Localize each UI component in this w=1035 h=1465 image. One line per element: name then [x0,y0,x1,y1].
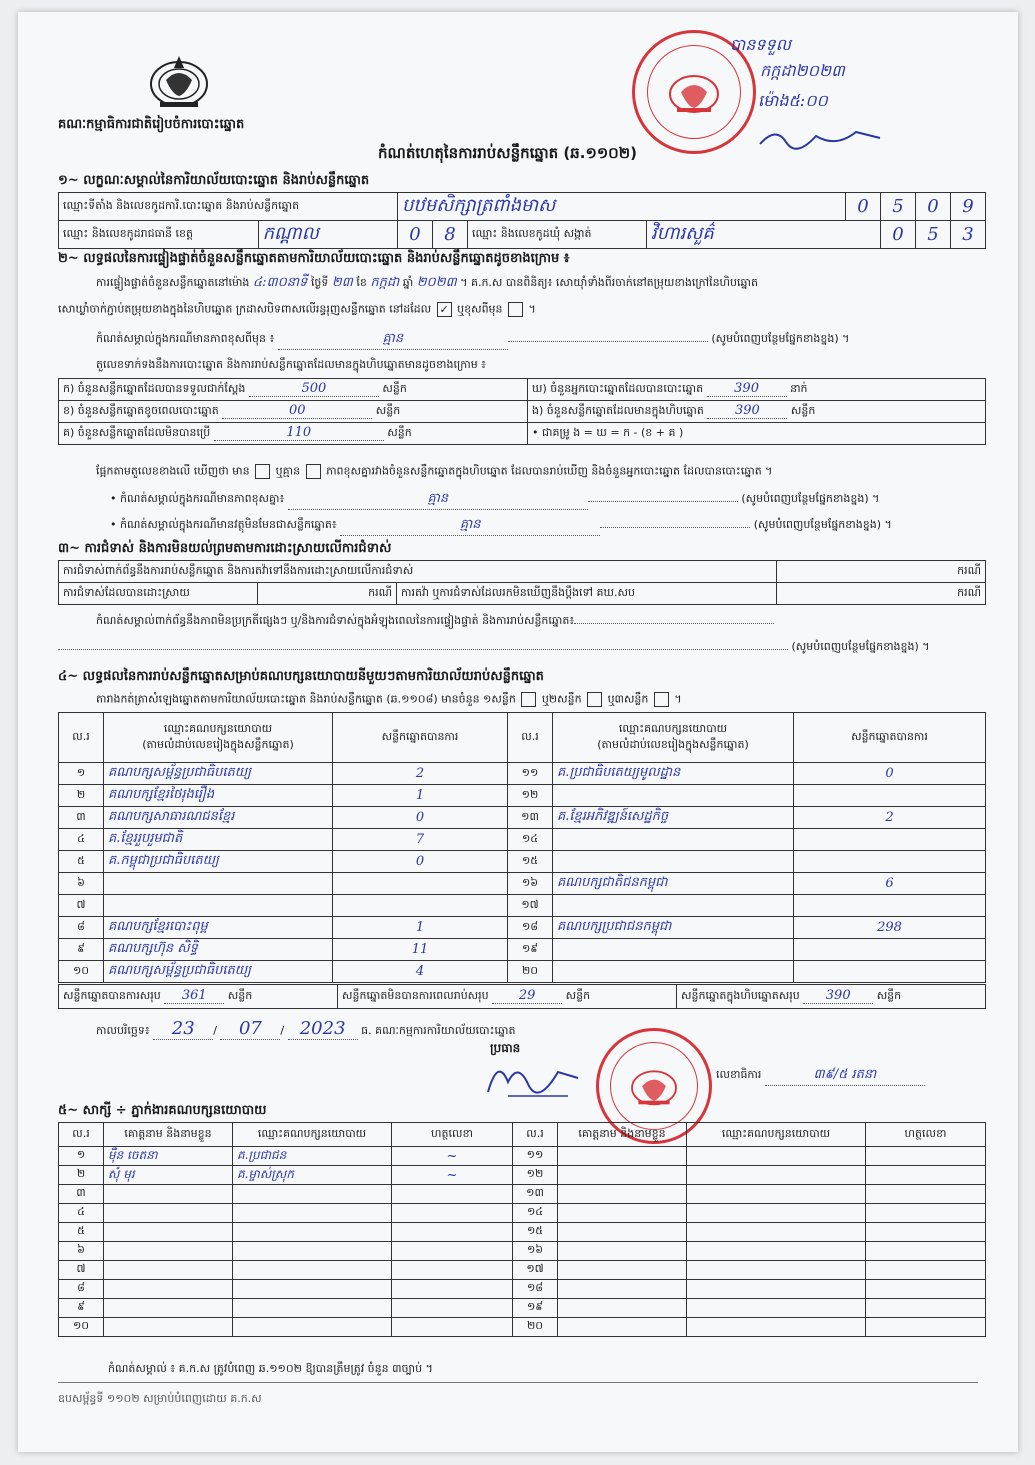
party-name [553,939,794,961]
witness-party [687,1223,866,1242]
witness-party [233,1318,392,1337]
irregularity-note: កំណត់សម្គាល់ពាក់ព័ន្ធនឹងភាពមិនប្រក្រតីផ្សេងៗ ឬ/និងការជំទាស់ក្នុងអំឡុងពេលនៃការផ្ទៀងផ្ទាត់ និងការរាប់សន្លឹកឆ្នោត៖ [96,614,986,630]
party-votes: 0 [333,807,508,829]
footer-divider [58,1382,978,1383]
col-no-right: ល.រ [508,713,553,763]
party-no: ១៣ [508,807,553,829]
one-sheet-checkbox[interactable] [521,692,536,707]
party-no: ១២ [508,785,553,807]
witness-signature [866,1185,986,1204]
witness-row [59,1166,986,1185]
party-votes [333,873,508,895]
witness-signature [392,1261,513,1280]
appeal-label: ការតវ៉ា ឬការជំទាស់ដែលរកមិនឃើញនឹងប្ដឹងទៅ គឃ.សប [397,583,777,605]
different-checkbox[interactable] [508,302,523,317]
formula-row: • ជាគម្រូ ង = ឃ = ក - (ខ + គ ) [528,423,986,445]
witness-party [233,1299,392,1318]
col-party-right: ឈ្មោះគណបក្សនយោបាយ (តាមលំដាប់លេខរៀងក្នុងសន្លឹកឆ្នោត) [553,713,794,763]
witness-no: ១៧ [513,1261,558,1280]
witness-party [687,1261,866,1280]
party-result-row [59,939,986,961]
party-no: ២០ [508,961,553,983]
witness-name [104,1261,233,1280]
witness-party [233,1242,392,1261]
party-no: ២ [59,785,104,807]
witness-row [59,1147,986,1166]
complaint-row: ការជំទាស់ពាក់ព័ន្ធនឹងការរាប់សន្លឹកឆ្នោត និងការតវ៉ាទៅនឹងការដោះស្រាយលើការជំទាស់ [59,561,777,583]
party-votes [794,961,986,983]
witness-row [59,1261,986,1280]
party-no: ១៥ [508,851,553,873]
party-no: ១០ [59,961,104,983]
section3-title: ៣~ ការជំទាស់ និងការមិនយល់ព្រមតាមការដោះស្រាយលើការជំទាស់ [58,541,392,556]
verification-line-1: ការផ្ទៀងផ្ទាត់ចំនួនសន្លឹកឆ្នោតនៅម៉ោង ៤:៣០នាទី ថ្ងៃទី ២៣ ខែ កក្កដា ឆ្នាំ ២០២៣ ។ គ.ក.ស បានពិនិត្យ៖ សោយ៉ាំទាំងពីរចាក់នៅតម្រុយខាងក្រៅនៃហិបឆ្នោត [96,275,758,290]
party-result-row [59,851,986,873]
witness-signature [866,1318,986,1337]
w-col-sign-left: ហត្ថលេខា [392,1123,513,1147]
witness-name [558,1204,687,1223]
witness-no: ៣ [59,1185,104,1204]
section5-title: ៥~ សាក្សី ÷ ភ្នាក់ងារគណបក្សនយោបាយ [58,1103,267,1118]
party-no: ១៩ [508,939,553,961]
form-title: កំណត់ហេតុនៃការរាប់សន្លឹកឆ្នោត (ឆ.១១០២) [378,144,638,162]
party-no: ១៤ [508,829,553,851]
station-code-digit: 5 [881,193,916,221]
witness-party: គ.ម្ចាស់ស្រុក [233,1166,392,1185]
resolved-complaint-label: ការជំទាស់ដែលបានដោះស្រាយ [59,583,258,605]
party-no: ១៦ [508,873,553,895]
witness-signature [392,1204,513,1223]
party-name: គណបក្សហ៊ុន សិទ្ធិ [104,939,333,961]
party-votes [794,829,986,851]
witness-row [59,1318,986,1337]
witness-party [233,1223,392,1242]
org-name: គណៈកម្មាធិការជាតិរៀបចំការបោះឆ្នោត [58,117,245,132]
witness-row [59,1299,986,1318]
party-result-row [59,785,986,807]
party-no: ៨ [59,917,104,939]
section4-title: ៤~ លទ្ធផលនៃការរាប់សន្លឹកឆ្នោតសម្រាប់គណបក្សនយោបាយនីមួយៗតាមការិយាល័យរាប់សន្លឹកឆ្នោត [58,669,544,684]
received-note-2: កក្កដា២០២៣ [760,61,845,80]
party-votes [333,895,508,917]
col-party-left: ឈ្មោះគណបក្សនយោបាយ (តាមលំដាប់លេខរៀងក្នុងសន្លឹកឆ្នោត) [104,713,333,763]
col-votes-left: សន្លឹកឆ្នោតបានការ [333,713,508,763]
commune-code-digit: 5 [916,221,951,249]
witness-no: ១៥ [513,1223,558,1242]
party-name: គ.ខ្មែររួបរួមជាតិ [104,829,333,851]
witness-no: ៨ [59,1280,104,1299]
party-result-row [59,873,986,895]
col-votes-right: សន្លឹកឆ្នោតបានការ [794,713,986,763]
party-votes: 4 [333,961,508,983]
received-signature [756,122,886,156]
appeal-unit: ករណី [777,583,986,605]
party-name: គណបក្សសម្ព័ន្ធប្រជាធិបតេយ្យ [104,763,333,785]
secretary-line: លេខាធិការ ៣៩/៥ រតនា [716,1066,925,1086]
party-name [553,785,794,807]
party-result-row [59,917,986,939]
witness-name [558,1299,687,1318]
witness-signature [866,1223,986,1242]
party-no: ១៨ [508,917,553,939]
irregularity-note-end: (សូមបំពេញបន្ថែមផ្នែកខាងខ្នង) ។ [58,640,986,656]
party-votes: 0 [794,763,986,785]
party-name [553,961,794,983]
witness-no: ២ [59,1166,104,1185]
commune-name: វិហារសួគ៌ [647,221,881,249]
witness-name [104,1185,233,1204]
chairman-label: ប្រធាន [490,1041,521,1055]
spoiled-ballots-row: ខ) ចំនួនសន្លឹកឆ្នោតខូចពេលបោះឆ្នោត 00 សន្លឹក [59,401,528,423]
invalid-total: សន្លឹកឆ្នោតមិនបានការពេលរាប់សរុប 29 សន្លឹក [338,985,677,1009]
commune-code-digit: 0 [881,221,916,249]
party-no: ១១ [508,763,553,785]
party-result-row [59,895,986,917]
w-col-party-right: ឈ្មោះគណបក្សនយោបាយ [687,1123,866,1147]
party-result-row [59,961,986,983]
witness-no: ៥ [59,1223,104,1242]
party-name [553,851,794,873]
ballot-figures-intro: តួលេខទាក់ទងនឹងការបោះឆ្នោត និងការរាប់សន្លឹកឆ្នោតដែលមានក្នុងហិបឆ្នោតមានដូចខាងក្រោម ៖ [96,358,487,371]
party-votes: 11 [333,939,508,961]
party-name: គ.ខ្មែរអភិវឌ្ឍន៍សេដ្ឋកិច្ច [553,807,794,829]
polling-station-name: បឋមសិក្សាត្រពាំងមាស [398,193,846,221]
party-no: ៦ [59,873,104,895]
witness-name [104,1280,233,1299]
station-code-digit: 0 [916,193,951,221]
party-name: គ.កម្ពុជាប្រជាធិបតេយ្យ [104,851,333,873]
witness-signature [392,1242,513,1261]
witness-no: ១៣ [513,1185,558,1204]
w-col-no-left: ល.រ [59,1123,104,1147]
witness-name [558,1185,687,1204]
footer-note-1: កំណត់សម្គាល់ ៖ គ.ក.ស ត្រូវបំពេញ ឆ.១១០២ ឱ្យបានត្រឹមត្រូវ ចំនួន ៣ច្បាប់ ។ [108,1362,433,1375]
commune-code-digit: 3 [951,221,986,249]
party-result-row [59,763,986,785]
difference-bullet: • កំណត់សម្គាល់ក្នុងករណីមានភាពខុសគ្នា៖ គ្មាន (សូមបំពេញបន្ថែមផ្នែកខាងខ្នង) ។ [110,490,986,510]
stamp-emblem-icon [665,68,723,116]
w-col-name-right: គោត្តនាម និងនាមខ្លួន [558,1123,687,1147]
party-votes [794,939,986,961]
section1-table [58,192,986,249]
witness-party [687,1299,866,1318]
party-name: គណបក្សសាធារណជនខ្មែរ [104,807,333,829]
verification-line-2: សោឃ្លាំចាក់ភ្ជាប់តម្រុយខាងក្នុងនៃហិបឆ្នោត ក្រដាសបិទពាសលើរន្ធរុញសន្លឹកឆ្នោត នៅដដែល ✓ ឬខុសពីមុន ។ [58,302,536,316]
witness-table [58,1122,986,1337]
party-result-row [59,829,986,851]
party-votes: 0 [333,851,508,873]
station-code-digit: 0 [846,193,881,221]
polling-station-label: ឈ្មោះទីតាំង និងលេខកូដការិ.បោះឆ្នោត និងរាប់សន្លឹកឆ្នោត [59,193,398,221]
witness-row [59,1242,986,1261]
witness-row [59,1204,986,1223]
witness-party [687,1185,866,1204]
party-no: ៣ [59,807,104,829]
witness-row [59,1223,986,1242]
two-sheet-checkbox[interactable] [587,692,602,707]
witness-signature [392,1299,513,1318]
witness-name [104,1204,233,1223]
party-name [104,895,333,917]
station-code-digit: 9 [951,193,986,221]
witness-no: ៧ [59,1261,104,1280]
witness-no: ១៦ [513,1242,558,1261]
stamp-emblem-icon [627,1064,681,1108]
witness-signature [866,1299,986,1318]
party-no: ១ [59,763,104,785]
date-line: កាលបរិច្ឆេទ៖ 23 / 07 / 2023 ធ. គណៈកម្មការការិយាល័យបោះឆ្នោត [96,1018,516,1039]
chairman-signature [478,1052,588,1106]
witness-name: សុំ មុរ [104,1166,233,1185]
witness-no: ១២ [513,1166,558,1185]
witness-signature [866,1147,986,1166]
witness-name [104,1299,233,1318]
witness-name [558,1280,687,1299]
received-note-1: បានទទួល [730,35,791,54]
witness-name [558,1223,687,1242]
witness-signature [866,1242,986,1261]
section3-table [58,560,986,605]
party-name [553,829,794,851]
party-votes: 6 [794,873,986,895]
received-ballots-row: ក) ចំនួនសន្លឹកឆ្នោតដែលបានទទួលជាក់ស្តែង 500 សន្លឹក [59,379,528,401]
witness-no: ១៨ [513,1280,558,1299]
party-results-table [58,712,986,983]
party-no: ៧ [59,895,104,917]
witness-signature: ~ [392,1147,513,1166]
section2-title: ២~ លទ្ធផលនៃការផ្ទៀងផ្ទាត់ចំនួនសន្លឹកឆ្នោតតាមការិយាល័យបោះឆ្នោត និងរាប់សន្លឹកឆ្នោតដូចខាងក្រោម ៖ [58,251,570,266]
party-name: គណបក្សប្រជាជនកម្ពុជា [553,917,794,939]
w-col-party-left: ឈ្មោះគណបក្សនយោបាយ [233,1123,392,1147]
party-votes [794,785,986,807]
emblem-icon [146,50,212,112]
witness-party [233,1261,392,1280]
party-votes: 2 [333,763,508,785]
witness-party [233,1204,392,1223]
commune-label: ឈ្មោះ និងលេខកូដឃុំ សង្កាត់ [468,221,647,249]
witness-name [558,1166,687,1185]
difference-note-line: កំណត់សម្គាល់ក្នុងករណីមានភាពខុសពីមុន ៖ គ្មាន (សូមបំពេញបន្ថែមផ្នែកខាងខ្នង) ។ [96,330,986,350]
party-name: គ.ប្រជាធិបតេយ្យមូលដ្ឋាន [553,763,794,785]
witness-party [687,1204,866,1223]
witness-no: ១០ [59,1318,104,1337]
resolved-complaint-unit: ករណី [258,583,397,605]
party-votes: 1 [333,785,508,807]
col-no-left: ល.រ [59,713,104,763]
witness-signature [392,1318,513,1337]
party-name: គណបក្សសម្ព័ន្ធប្រជាធិបតេយ្យ [104,961,333,983]
difference-check-line: ផ្អែកតាមតួលេខខាងលើ ឃើញថា មាន ឬគ្មាន ភាពខុសគ្នារវាងចំនួនសន្លឹកឆ្នោតក្នុងហិបឆ្នោត ដែលបានរាប់ឃើញ និងចំនួនអ្នកបោះឆ្នោត ដែលបានបោះឆ្នោត ។ [96,464,773,478]
witness-name [558,1261,687,1280]
witness-no: ៩ [59,1299,104,1318]
party-votes [794,895,986,917]
ballots-in-box-row: ង) ចំនួនសន្លឹកឆ្នោតដែលមានក្នុងហិបឆ្នោត 390 សន្លឹក [528,401,986,423]
party-name: គណបក្សខ្មែរថៃរុងរឿង [104,785,333,807]
valid-total: សន្លឹកឆ្នោតបានការសរុប 361 សន្លឹក [59,985,338,1009]
form-page [18,12,1018,1452]
witness-name [104,1242,233,1261]
witness-party [233,1185,392,1204]
has-difference-checkbox[interactable] [255,464,270,479]
province-name: កណ្ដាល [258,221,397,249]
party-votes [794,851,986,873]
unused-ballots-row: គ) ចំនួនសន្លឹកឆ្នោតដែលមិនបានប្រើ 110 សន្លឹក [59,423,528,445]
party-no: ៩ [59,939,104,961]
witness-party [687,1318,866,1337]
tally-sheet-line: តារាងកត់ត្រាសំឡេងឆ្នោតតាមការិយាល័យបោះឆ្នោត និងរាប់សន្លឹកឆ្នោត (ឆ.១១០៨) មានចំនួន ១សន្លឹក ឬ២សន្លឹក ឬ៣សន្លឹក ។ [96,692,682,706]
party-votes: 298 [794,917,986,939]
witness-party [687,1242,866,1261]
witness-no: ១១ [513,1147,558,1166]
party-name: គណបក្សខ្មែរបោះពុម្ព [104,917,333,939]
witness-signature [866,1280,986,1299]
witness-name [558,1318,687,1337]
party-name [104,873,333,895]
witness-name [558,1242,687,1261]
totals-table [58,984,986,1009]
witness-name [104,1318,233,1337]
non-ballot-bullet: • កំណត់សម្គាល់ក្នុងករណីមានវត្ថុមិនមែនជាសន្លឹកឆ្នោត៖ គ្មាន (សូមបំពេញបន្ថែមផ្នែកខាងខ្នង) ។ [110,516,986,536]
party-votes: 1 [333,917,508,939]
party-no: ៤ [59,829,104,851]
witness-signature [866,1166,986,1185]
witness-signature [866,1204,986,1223]
voters-voted-row: ឃ) ចំនួនអ្នកបោះឆ្នោតដែលបានបោះឆ្នោត 390 នាក់ [528,379,986,401]
witness-party [233,1280,392,1299]
three-sheet-checkbox[interactable] [654,692,669,707]
witness-no: ៦ [59,1242,104,1261]
ballot-figures-table [58,378,986,445]
witness-party: គ.ប្រជាជន [233,1147,392,1166]
witness-no: ១៤ [513,1204,558,1223]
province-code-digit: 0 [398,221,433,249]
witness-signature [392,1185,513,1204]
received-note-3: ម៉ោង៥:០០ [758,91,828,110]
w-col-no-right: ល.រ [513,1123,558,1147]
same-checkbox[interactable]: ✓ [437,302,452,317]
party-name [553,895,794,917]
complaint-count-unit: ករណី [777,561,986,583]
witness-party [687,1166,866,1185]
section1-title: ១~ លក្ខណៈសម្គាល់នៃការិយាល័យបោះឆ្នោត និងរាប់សន្លឹកឆ្នោត [58,173,370,188]
witness-row [59,1185,986,1204]
witness-no: ២០ [513,1318,558,1337]
party-name: គណបក្សជាតិជនកម្ពុជា [553,873,794,895]
party-no: ៥ [59,851,104,873]
party-result-row [59,807,986,829]
witness-name [104,1223,233,1242]
party-votes: 7 [333,829,508,851]
witness-name [558,1147,687,1166]
party-votes: 2 [794,807,986,829]
province-label: ឈ្មោះ និងលេខកូដរាជធានី ខេត្ត [59,221,259,249]
witness-signature [392,1223,513,1242]
witness-no: ៤ [59,1204,104,1223]
w-col-name-left: គោត្តនាម និងនាមខ្លួន [104,1123,233,1147]
witness-party [687,1147,866,1166]
witness-no: ១៩ [513,1299,558,1318]
province-code-digit: 8 [433,221,468,249]
witness-signature [866,1261,986,1280]
witness-no: ១ [59,1147,104,1166]
witness-name: ម៉ឺន ចេតនា [104,1147,233,1166]
no-difference-checkbox[interactable] [306,464,321,479]
witness-signature [392,1280,513,1299]
box-total: សន្លឹកឆ្នោតក្នុងហិបឆ្នោតសរុប 390 សន្លឹក [677,985,986,1009]
witness-row [59,1280,986,1299]
witness-party [687,1280,866,1299]
party-no: ១៧ [508,895,553,917]
witness-signature: ~ [392,1166,513,1185]
footer-note-2: ឧបសម្ព័ន្ធទី ១១០២ សម្រាប់បំពេញដោយ គ.ក.ស [58,1392,262,1405]
w-col-sign-right: ហត្ថលេខា [866,1123,986,1147]
